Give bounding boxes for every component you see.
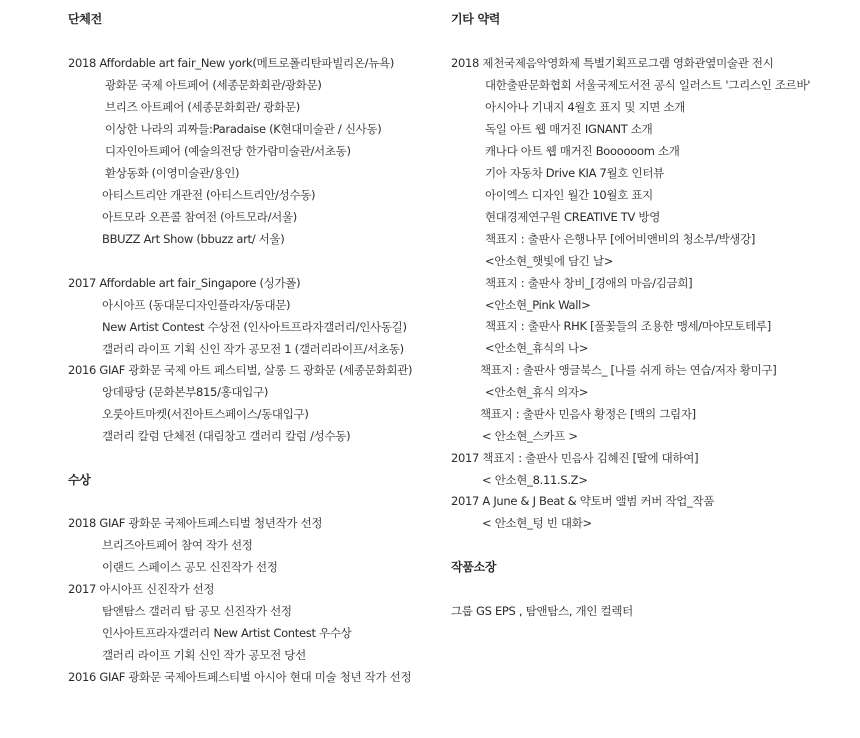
- award-item: 갤러리 라이프 기획 신인 작가 공모전 당선: [102, 648, 306, 662]
- career-item: 책표지 : 출판사 민음사 황정은 [백의 그림자]: [480, 407, 696, 421]
- collection-item: 그룹 GS EPS , 탐앤탐스, 개인 컬렉터: [451, 604, 633, 618]
- exhibition-item: 갤러리 라이프 기획 신인 작가 공모전 1 (갤러리라이프/서초동): [102, 342, 404, 356]
- award-item: 2017 아시아프 신진작가 선정: [68, 582, 215, 596]
- exhibition-item: 오룻아트마켓(서진아트스페이스/동대입구): [102, 407, 309, 421]
- award-item: 2018 GIAF 광화문 국제아트페스티벌 청년작가 선정: [68, 516, 323, 530]
- career-item: 기아 자동차 Drive KIA 7월호 인터뷰: [485, 166, 664, 180]
- awards-heading: 수상: [68, 473, 91, 487]
- career-item: < 안소현_8.11.S.Z>: [482, 473, 588, 487]
- exhibition-item: 환상동화 (이영미술관/용인): [105, 166, 240, 180]
- career-item: 독일 아트 웹 매거진 IGNANT 소개: [485, 122, 653, 136]
- misc-career-heading: 기타 약력: [451, 12, 501, 26]
- award-item: 탐앤탐스 갤러리 탐 공모 신진작가 선정: [102, 604, 292, 618]
- collection-heading: 작품소장: [451, 560, 497, 574]
- exhibition-item: 브리즈 아트페어 (세종문화회관/ 광화문): [105, 100, 300, 114]
- career-item: 아시아나 기내지 4월호 표지 및 지면 소개: [485, 100, 686, 114]
- career-item: 책표지 : 출판사 앵글북스_ [나를 쉬게 하는 연습/저자 황미구]: [480, 363, 777, 377]
- career-item: < 안소현_텅 빈 대화>: [482, 516, 592, 530]
- exhibition-item: 2017 Affordable art fair_Singapore (싱가폴): [68, 276, 301, 290]
- career-item: < 안소현_스카프 >: [482, 429, 578, 443]
- exhibition-item: 앙데팡당 (문화본부815/홍대입구): [102, 385, 269, 399]
- career-item: 캐나다 아트 웹 매거진 Boooooom 소개: [485, 144, 680, 158]
- exhibition-item: BBUZZ Art Show (bbuzz art/ 서울): [102, 232, 285, 246]
- career-item: 책표지 : 출판사 창비_[경애의 마음/김금희]: [485, 276, 693, 290]
- career-item: 책표지 : 출판사 은행나무 [에어비앤비의 청소부/박생강]: [485, 232, 756, 246]
- award-item: 인사아트프라자갤러리 New Artist Contest 우수상: [102, 626, 352, 640]
- exhibition-item: 2016 GIAF 광화문 국제 아트 페스티벌, 살롱 드 광화문 (세종문화회관): [68, 363, 413, 377]
- exhibition-item: 이상한 나라의 괴짜들:Paradaise (K현대미술관 / 신사동): [105, 122, 382, 136]
- award-item: 2016 GIAF 광화문 국제아트페스티벌 아시아 현대 미술 청년 작가 선정: [68, 670, 412, 684]
- career-item: 아이엑스 디자인 월간 10월호 표지: [485, 188, 653, 202]
- award-item: 브리즈아트페어 참여 작가 선정: [102, 538, 253, 552]
- career-item: <안소현_휴식 의자>: [485, 385, 589, 399]
- group-exhibitions-heading: 단체전: [68, 12, 102, 26]
- career-item: 2017 책표지 : 출판사 민음사 김혜진 [딸에 대하여]: [451, 451, 699, 465]
- career-item: 2017 A June & J Beat & 약토버 앨범 커버 작업_작품: [451, 494, 715, 508]
- career-item: <안소현_Pink Wall>: [485, 298, 591, 312]
- exhibition-item: 갤러리 칼럼 단체전 (대림창고 갤러리 칼럼 /성수동): [102, 429, 351, 443]
- career-item: 2018 제천국제음악영화제 특별기획프로그램 영화관옆미술관 전시: [451, 56, 774, 70]
- exhibition-item: 아시아프 (동대문디자인플라자/동대문): [102, 298, 291, 312]
- career-item: 현대경제연구원 CREATIVE TV 방영: [485, 210, 661, 224]
- exhibition-item: 아티스트리안 개관전 (아티스트리안/성수동): [102, 188, 316, 202]
- career-item: 책표지 : 출판사 RHK [풀꽃들의 조용한 맹세/마야모토테루]: [485, 319, 771, 333]
- exhibition-item: 아트모라 오픈콜 참여전 (아트모라/서울): [102, 210, 297, 224]
- career-item: 대한출판문화협회 서울국제도서전 공식 일러스트 '그리스인 조르바': [485, 78, 811, 92]
- exhibition-item: New Artist Contest 수상전 (인사아트프라자갤러리/인사동길): [102, 320, 407, 334]
- award-item: 이랜드 스페이스 공모 신진작가 선정: [102, 560, 278, 574]
- career-item: <안소현_햇빛에 담긴 날>: [485, 254, 614, 268]
- exhibition-item: 디자인아트페어 (예술의전당 한가람미술관/서초동): [105, 144, 351, 158]
- exhibition-item: 광화문 국제 아트페어 (세종문화회관/광화문): [105, 78, 322, 92]
- career-item: <안소현_휴식의 나>: [485, 341, 589, 355]
- exhibition-item: 2018 Affordable art fair_New york(메트로폴리탄파빌리온/뉴욕): [68, 56, 395, 70]
